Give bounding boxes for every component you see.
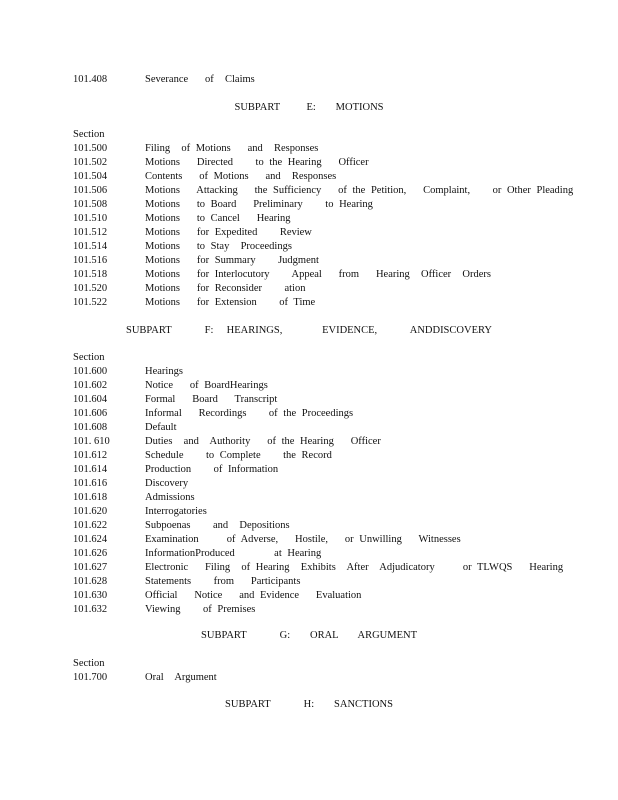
section-number: 101.700 — [73, 672, 108, 683]
section-title: Discovery — [145, 478, 189, 489]
toc-entry — [0, 240, 618, 254]
section-number: 101.500 — [73, 143, 108, 154]
toc-entry — [0, 254, 618, 268]
section-number: 101.600 — [73, 366, 108, 377]
section-number: 101.624 — [73, 534, 108, 545]
section-number: 101.616 — [73, 478, 108, 489]
section-title: Schedule to Complete the Record — [145, 450, 332, 461]
section-title: Electronic Filing of Hearing Exhibits After Adjudicatory or TLWQS Hearing — [145, 562, 564, 573]
subpart-heading: SUBPART H: SANCTIONS — [225, 699, 393, 710]
section-number: 101.520 — [73, 283, 108, 294]
toc-entry — [0, 226, 618, 240]
toc-entry — [0, 491, 618, 505]
section-number: 101.632 — [73, 604, 108, 615]
subpart-heading: SUBPART G: ORAL ARGUMENT — [201, 630, 417, 641]
toc-entry — [0, 519, 618, 533]
toc-entry — [0, 379, 618, 393]
subpart-heading: SUBPART F: HEARINGS, EVIDENCE, ANDDISCOVERY — [126, 325, 492, 336]
toc-entry — [0, 603, 618, 617]
section-number: 101.622 — [73, 520, 108, 531]
section-title: Interrogatories — [145, 506, 207, 517]
toc-entry — [0, 671, 618, 685]
toc-entry — [0, 533, 618, 547]
section-number: 101.522 — [73, 297, 108, 308]
section-label: Section — [73, 352, 105, 363]
section-number: 101.627 — [73, 562, 108, 573]
toc-entry — [0, 477, 618, 491]
section-number: 101.506 — [73, 185, 108, 196]
section-number: 101.508 — [73, 199, 108, 210]
section-title: Motions to Stay Proceedings — [145, 241, 292, 252]
section-number: 101.510 — [73, 213, 108, 224]
section-title: Formal Board Transcript — [145, 394, 278, 405]
toc-entry — [0, 435, 618, 449]
section-title: Motions Directed to the Hearing Officer — [145, 157, 369, 168]
section-number: 101.514 — [73, 241, 108, 252]
toc-entry — [0, 393, 618, 407]
section-title: Motions for Expedited Review — [145, 227, 312, 238]
section-title: Motions for Summary Judgment — [145, 255, 319, 266]
toc-entry — [0, 547, 618, 561]
section-title: InformationProduced at Hearing — [145, 548, 322, 559]
section-title: Filing of Motions and Responses — [145, 143, 319, 154]
section-number: 101.604 — [73, 394, 108, 405]
section-number: 101.606 — [73, 408, 108, 419]
section-title: Informal Recordings of the Proceedings — [145, 408, 354, 419]
toc-entry — [0, 463, 618, 477]
toc-entry — [0, 212, 618, 226]
toc-entry — [0, 561, 618, 575]
toc-entry — [0, 198, 618, 212]
section-title: Default — [145, 422, 177, 433]
section-title: Hearings — [145, 366, 183, 377]
section-number: 101.504 — [73, 171, 108, 182]
section-title: Admissions — [145, 492, 195, 503]
section-title: Production of Information — [145, 464, 279, 475]
section-label: Section — [73, 658, 105, 669]
section-title: Motions to Cancel Hearing — [145, 213, 291, 224]
section-number: 101.614 — [73, 464, 108, 475]
toc-entry — [0, 296, 618, 310]
section-number: 101.408 — [73, 74, 108, 85]
section-number: 101.518 — [73, 269, 108, 280]
toc-entry — [0, 421, 618, 435]
section-label: Section — [73, 129, 105, 140]
toc-entry — [0, 282, 618, 296]
section-number: 101.612 — [73, 450, 108, 461]
section-number: 101.502 — [73, 157, 108, 168]
toc-entry — [0, 142, 618, 156]
section-title: Motions for Reconsider ation — [145, 283, 306, 294]
section-title: Oral Argument — [145, 672, 217, 683]
subpart-heading: SUBPART E: MOTIONS — [234, 102, 384, 113]
section-title: Severance of Claims — [145, 74, 255, 85]
toc-entry — [0, 268, 618, 282]
section-number: 101.512 — [73, 227, 108, 238]
toc-entry — [0, 184, 618, 198]
section-title: Motions to Board Preliminary to Hearing — [145, 199, 373, 210]
section-number: 101. 610 — [73, 436, 110, 447]
section-number: 101.602 — [73, 380, 108, 391]
section-title: Contents of Motions and Responses — [145, 171, 337, 182]
section-title: Motions Attacking the Sufficiency of the Petition, Complaint, or Other Pleading — [145, 185, 574, 196]
section-title: Official Notice and Evidence Evaluation — [145, 590, 362, 601]
section-title: Statements from Participants — [145, 576, 301, 587]
section-title: Motions for Extension of Time — [145, 297, 316, 308]
section-number: 101.626 — [73, 548, 108, 559]
section-title: Motions for Interlocutory Appeal from Hearing Officer Orders — [145, 269, 491, 280]
toc-entry — [0, 589, 618, 603]
section-title: Duties and Authority of the Hearing Officer — [145, 436, 381, 447]
section-number: 101.516 — [73, 255, 108, 266]
section-title: Viewing of Premises — [145, 604, 256, 615]
toc-entry — [0, 575, 618, 589]
section-number: 101.628 — [73, 576, 108, 587]
toc-entry — [0, 365, 618, 379]
section-number: 101.630 — [73, 590, 108, 601]
toc-entry — [0, 170, 618, 184]
toc-entry — [0, 407, 618, 421]
toc-entry — [0, 156, 618, 170]
section-title: Examination of Adverse, Hostile, or Unwilling Witnesses — [145, 534, 461, 545]
section-number: 101.620 — [73, 506, 108, 517]
section-title: Notice of BoardHearings — [145, 380, 268, 391]
toc-entry — [0, 73, 618, 87]
section-number: 101.608 — [73, 422, 108, 433]
toc-entry — [0, 449, 618, 463]
section-number: 101.618 — [73, 492, 108, 503]
section-title: Subpoenas and Depositions — [145, 520, 290, 531]
toc-entry — [0, 505, 618, 519]
